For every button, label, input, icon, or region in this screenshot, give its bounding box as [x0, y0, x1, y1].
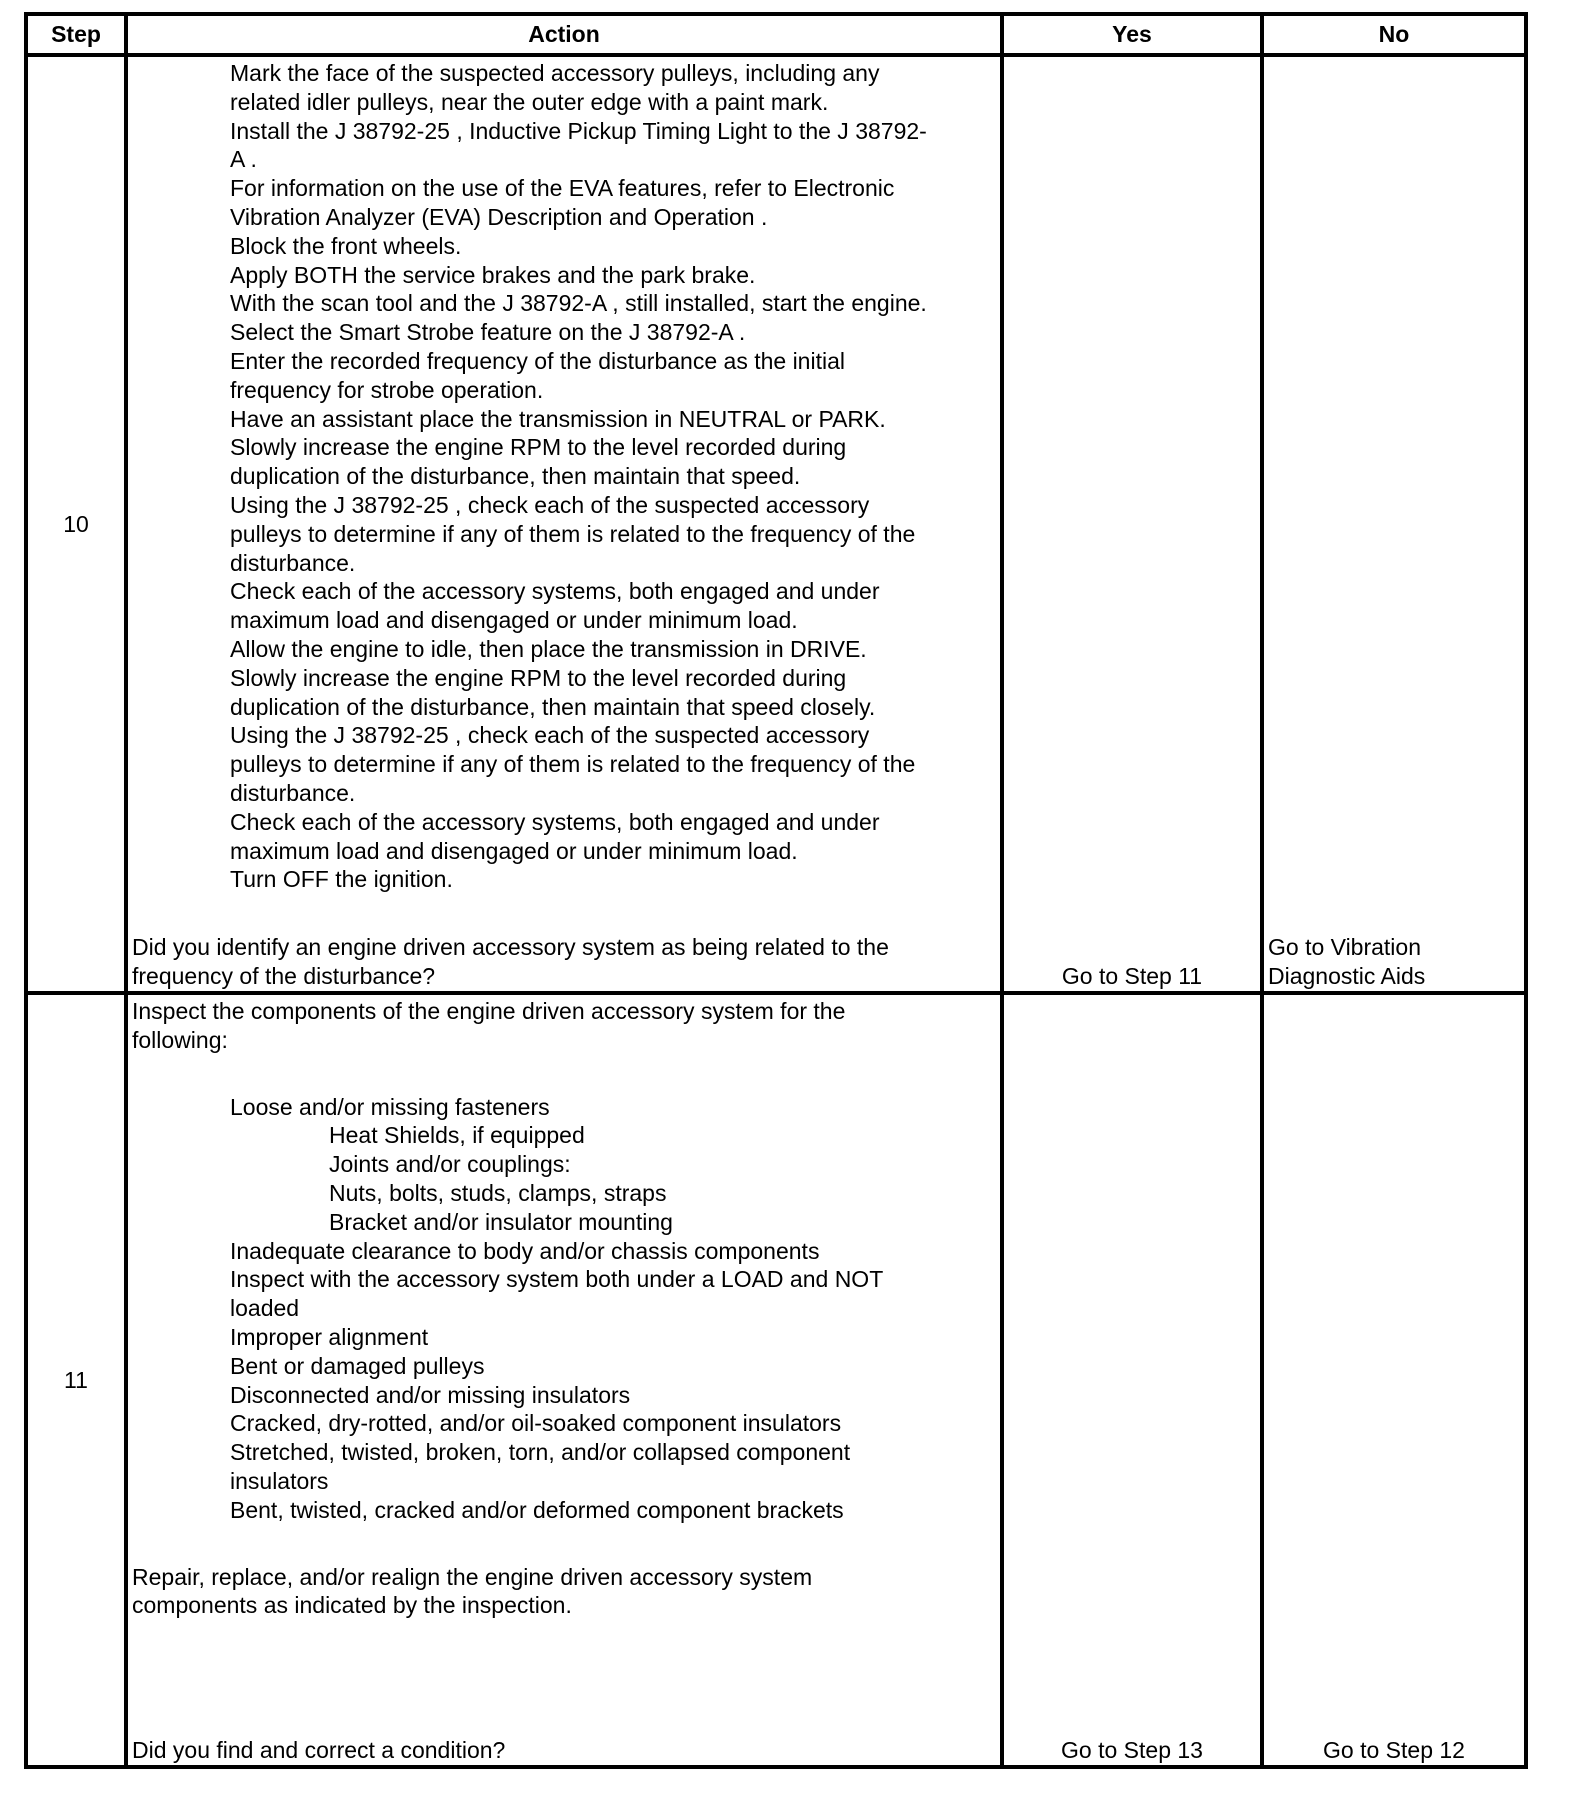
action-line: With the scan tool and the J 38792-A , still installed, start the engine.	[230, 290, 927, 317]
action-line: Check each of the accessory systems, both engaged and under	[230, 578, 880, 605]
inspection-subitem: Nuts, bolts, studs, clamps, straps	[329, 1179, 667, 1206]
question-line: frequency of the disturbance?	[132, 963, 436, 990]
no-answer: Go to Step 12	[1323, 1737, 1465, 1764]
inspection-item: Improper alignment	[230, 1323, 429, 1350]
header-step: Step	[26, 14, 126, 55]
action-cell	[126, 55, 1002, 993]
no-cell	[1262, 55, 1526, 993]
header-yes: Yes	[1002, 14, 1262, 55]
step-question	[132, 1736, 505, 1765]
no-answer	[1264, 933, 1524, 991]
action-line: maximum load and disengaged or under minimum load.	[230, 837, 798, 864]
action-line: Install the J 38792-25 , Inductive Pickup Timing Light to the J 38792-	[230, 117, 927, 144]
inspection-item: Inadequate clearance to body and/or chassis components	[230, 1237, 820, 1264]
inspection-item: Cracked, dry-rotted, and/or oil-soaked component insulators	[230, 1410, 842, 1437]
action-line: Vibration Analyzer (EVA) Description and Operation .	[230, 203, 768, 230]
action-line: Allow the engine to idle, then place the transmission in DRIVE.	[230, 635, 867, 662]
action-line: Slowly increase the engine RPM to the level recorded during	[230, 434, 847, 461]
inspection-item: Disconnected and/or missing insulators	[230, 1381, 631, 1408]
yes-answer: Go to Step 13	[1061, 1737, 1203, 1764]
action-line: Turn OFF the ignition.	[230, 866, 453, 893]
action-line: Block the front wheels.	[230, 232, 462, 259]
inspection-item: Bent, twisted, cracked and/or deformed component brackets	[230, 1496, 844, 1523]
step-question	[132, 933, 889, 991]
no-answer-line: Diagnostic Aids	[1268, 963, 1426, 990]
action-line: duplication of the disturbance, then maintain that speed closely.	[230, 693, 876, 720]
action-line: Using the J 38792-25 , check each of the suspected accessory	[230, 491, 870, 518]
diagnostic-table	[24, 12, 1528, 1769]
inspection-item: Bent or damaged pulleys	[230, 1352, 485, 1379]
action-cell	[126, 993, 1002, 1767]
action-line: Enter the recorded frequency of the disturbance as the initial	[230, 347, 845, 374]
action-line: disturbance.	[230, 549, 356, 576]
action-step-list	[128, 57, 1000, 894]
repair-line: components as indicated by the inspection.	[132, 1592, 572, 1619]
action-line: Select the Smart Strobe feature on the J 38792-A .	[230, 319, 746, 346]
action-line: Slowly increase the engine RPM to the level recorded during	[230, 664, 847, 691]
inspection-subitem: Heat Shields, if equipped	[329, 1122, 585, 1149]
action-line: Have an assistant place the transmission in NEUTRAL or PARK.	[230, 405, 886, 432]
inspection-item: loaded	[230, 1295, 300, 1322]
table-row	[26, 993, 1526, 1767]
action-line: frequency for strobe operation.	[230, 376, 544, 403]
action-line: Apply BOTH the service brakes and the park brake.	[230, 261, 756, 288]
no-cell	[1262, 993, 1526, 1767]
repair-line: Repair, replace, and/or realign the engine driven accessory system	[132, 1563, 813, 1590]
inspection-subitem: Bracket and/or insulator mounting	[329, 1208, 673, 1235]
inspection-item: insulators	[230, 1467, 329, 1494]
header-no: No	[1262, 14, 1526, 55]
action-line: A .	[230, 146, 257, 173]
action-line: pulleys to determine if any of them is related to the frequency of the	[230, 751, 916, 778]
action-line: related idler pulleys, near the outer edge with a paint mark.	[230, 88, 829, 115]
inspection-intro	[128, 995, 1000, 1055]
action-line: maximum load and disengaged or under minimum load.	[230, 607, 798, 634]
intro-line: following:	[132, 1026, 228, 1053]
step-number: 11	[26, 993, 126, 1767]
header-row	[26, 14, 1526, 55]
repair-instruction	[128, 1563, 1000, 1621]
action-line: Check each of the accessory systems, both engaged and under	[230, 808, 880, 835]
yes-cell	[1002, 993, 1262, 1767]
action-line: duplication of the disturbance, then maintain that speed.	[230, 463, 801, 490]
action-line: Mark the face of the suspected accessory pulleys, including any	[230, 60, 880, 86]
action-line: disturbance.	[230, 779, 356, 806]
table-row	[26, 55, 1526, 993]
yes-cell	[1002, 55, 1262, 993]
inspection-item: Inspect with the accessory system both under a LOAD and NOT	[230, 1266, 884, 1293]
action-line: For information on the use of the EVA features, refer to Electronic	[230, 175, 895, 202]
intro-line: Inspect the components of the engine driven accessory system for the	[132, 998, 846, 1024]
inspection-subitem: Joints and/or couplings:	[329, 1151, 571, 1178]
inspection-item: Loose and/or missing fasteners	[230, 1093, 550, 1120]
action-line: Using the J 38792-25 , check each of the suspected accessory	[230, 722, 870, 749]
no-answer-line: Go to Vibration	[1268, 934, 1422, 961]
step-number: 10	[26, 55, 126, 993]
header-action: Action	[126, 14, 1002, 55]
question-line: Did you identify an engine driven accessory system as being related to the	[132, 934, 889, 961]
question-line: Did you find and correct a condition?	[132, 1737, 506, 1764]
yes-answer: Go to Step 11	[1061, 963, 1203, 990]
inspection-item: Stretched, twisted, broken, torn, and/or collapsed component	[230, 1439, 851, 1466]
inspection-list	[128, 1093, 1000, 1525]
action-line: pulleys to determine if any of them is related to the frequency of the	[230, 520, 916, 547]
